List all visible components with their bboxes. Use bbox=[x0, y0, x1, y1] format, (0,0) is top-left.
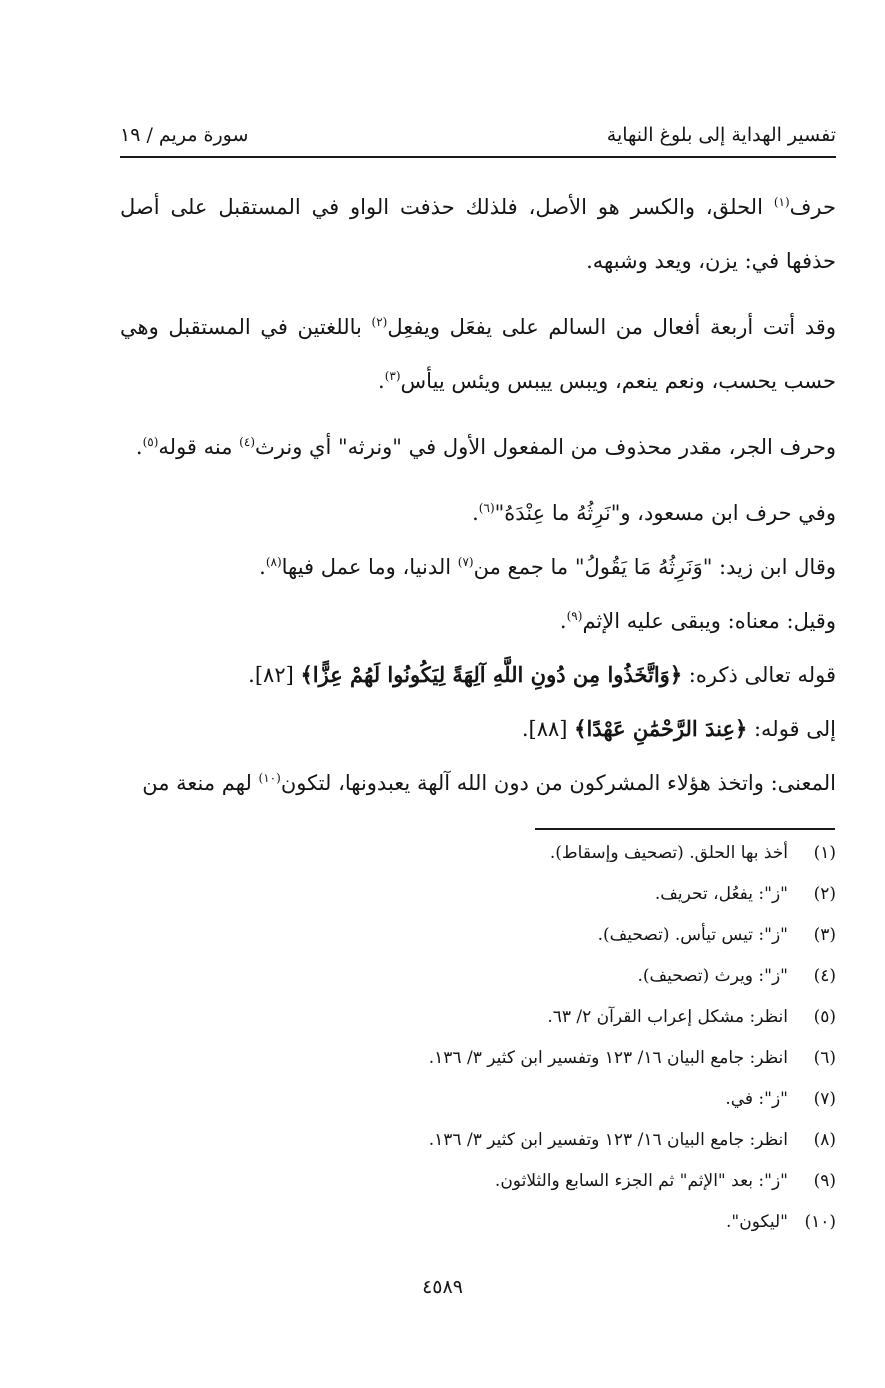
footnote-text: "ز": ويرث (تصحيف). bbox=[637, 966, 788, 986]
footnote bbox=[120, 1048, 836, 1089]
paragraph: وقيل: معناه: ويبقى عليه الإثم$^{(٩)}$. bbox=[559, 609, 836, 633]
running-header bbox=[120, 118, 836, 152]
paragraph: المعنى: واتخذ هؤلاء المشركون من دون الله آلهة يعبدونها، لتكون$^{(١٠)}$ لهم منعة من bbox=[142, 771, 836, 795]
footnote-number: (٤) bbox=[813, 966, 836, 986]
footnote bbox=[120, 1089, 836, 1130]
paragraph: وفي حرف ابن مسعود، و"نَرِثُهُ ما عِنْدَهُ"$^{(٦)}$. bbox=[472, 501, 836, 525]
footnote-ref: (٣) bbox=[384, 369, 401, 383]
footnote bbox=[120, 925, 836, 966]
footnote-text: "ليكون". bbox=[725, 1212, 788, 1232]
main-text bbox=[120, 180, 836, 810]
footnote-ref: (١) bbox=[773, 195, 790, 209]
footnote bbox=[120, 966, 836, 1007]
quran-verse: ﴿عِندَ الرَّحْمَٰنِ عَهْدًا﴾ bbox=[574, 716, 748, 741]
footnote-text: انظر: جامع البيان ١٦/ ١٢٣ وتفسير ابن كثير ٣/ ١٣٦. bbox=[428, 1130, 788, 1150]
footnote-ref: (٢) bbox=[371, 315, 388, 329]
footnote-ref: (٩) bbox=[566, 609, 583, 623]
footnote-ref: (٥) bbox=[142, 435, 159, 449]
paragraph: وقد أتت أربعة أفعال من السالم على يفعَل ويفعِل$^{(٢)}$ باللغتين في المستقبل وهي حسب يحسب، ونعم ينعم، ويبس ييبس ويئس ييأس$^{(٣)}$. bbox=[120, 315, 836, 393]
paragraph: قوله تعالى ذكره: ﴿وَاتَّخَذُوا مِن دُونِ اللَّهِ آلِهَةً لِيَكُونُوا لَهُمْ عِزًّا﴾ [٨٢]. bbox=[248, 662, 836, 687]
paragraph: حرف$^{(١)}$ الحلق، والكسر هو الأصل، فلذلك حذفت الواو في المستقبل على أصل حذفها في: يزن، ويعد وشبهه. bbox=[120, 195, 836, 273]
page-number: ٤٥٨٩ bbox=[422, 1276, 463, 1298]
footnote-text: "ز": في. bbox=[725, 1089, 788, 1109]
footnote-text: أخذ بها الحلق. (تصحيف وإسقاط). bbox=[549, 843, 788, 863]
paragraph: وحرف الجر، مقدر محذوف من المفعول الأول في "ونرثه" أي ونرث$^{(٤)}$ منه قوله$^{(٥)}$. bbox=[135, 435, 836, 459]
footnote-number: (٢) bbox=[813, 884, 836, 904]
footnote-text: انظر: جامع البيان ١٦/ ١٢٣ وتفسير ابن كثير ٣/ ١٣٦. bbox=[428, 1048, 788, 1068]
footnote-ref: (٨) bbox=[265, 555, 282, 569]
footnote-ref: (٧) bbox=[457, 555, 474, 569]
footnote-text: "ز": بعد "الإثم" ثم الجزء السابع والثلاثون. bbox=[494, 1171, 788, 1191]
footnote-text: انظر: مشكل إعراب القرآن ٢/ ٦٣. bbox=[547, 1007, 788, 1027]
footnotes bbox=[120, 843, 836, 1253]
footnote-number: (٨) bbox=[813, 1130, 836, 1150]
footnote-number: (٥) bbox=[813, 1007, 836, 1027]
book-title: تفسير الهداية إلى بلوغ النهاية bbox=[606, 124, 836, 146]
footnote-number: (٩) bbox=[813, 1171, 836, 1191]
footnote bbox=[120, 1212, 836, 1253]
quran-verse: ﴿وَاتَّخَذُوا مِن دُونِ اللَّهِ آلِهَةً لِيَكُونُوا لَهُمْ عِزًّا﴾ bbox=[300, 662, 683, 687]
footnote bbox=[120, 1171, 836, 1212]
footnote-number: (٣) bbox=[813, 925, 836, 945]
footnote bbox=[120, 1007, 836, 1048]
footnote-ref: (٦) bbox=[478, 501, 495, 515]
footnote-number: (٧) bbox=[813, 1089, 836, 1109]
footnote-text: "ز": يفعُل، تحريف. bbox=[654, 884, 788, 904]
footnote bbox=[120, 843, 836, 884]
footnote-number: (٦) bbox=[813, 1048, 836, 1068]
footnote bbox=[120, 1130, 836, 1171]
paragraph: وقال ابن زيد: "وَنَرِثُهُ مَا يَقُولُ" ما جمع من$^{(٧)}$ الدنيا، وما عمل فيها$^{(٨)}$. bbox=[259, 555, 836, 579]
footnote-text: "ز": تيس تيأس. (تصحيف). bbox=[597, 925, 788, 945]
header-rule bbox=[120, 156, 836, 158]
footnote-number: (١) bbox=[813, 843, 836, 863]
paragraph: إلى قوله: ﴿عِندَ الرَّحْمَٰنِ عَهْدًا﴾ [٨٨]. bbox=[521, 716, 836, 741]
footnote-ref: (٤) bbox=[239, 435, 255, 449]
surah-reference: سورة مريم / ١٩ bbox=[120, 124, 249, 146]
footnote bbox=[120, 884, 836, 925]
footnote-number: (١٠) bbox=[804, 1212, 836, 1232]
footnote-rule bbox=[535, 828, 835, 830]
footnote-ref: (١٠) bbox=[258, 771, 281, 785]
